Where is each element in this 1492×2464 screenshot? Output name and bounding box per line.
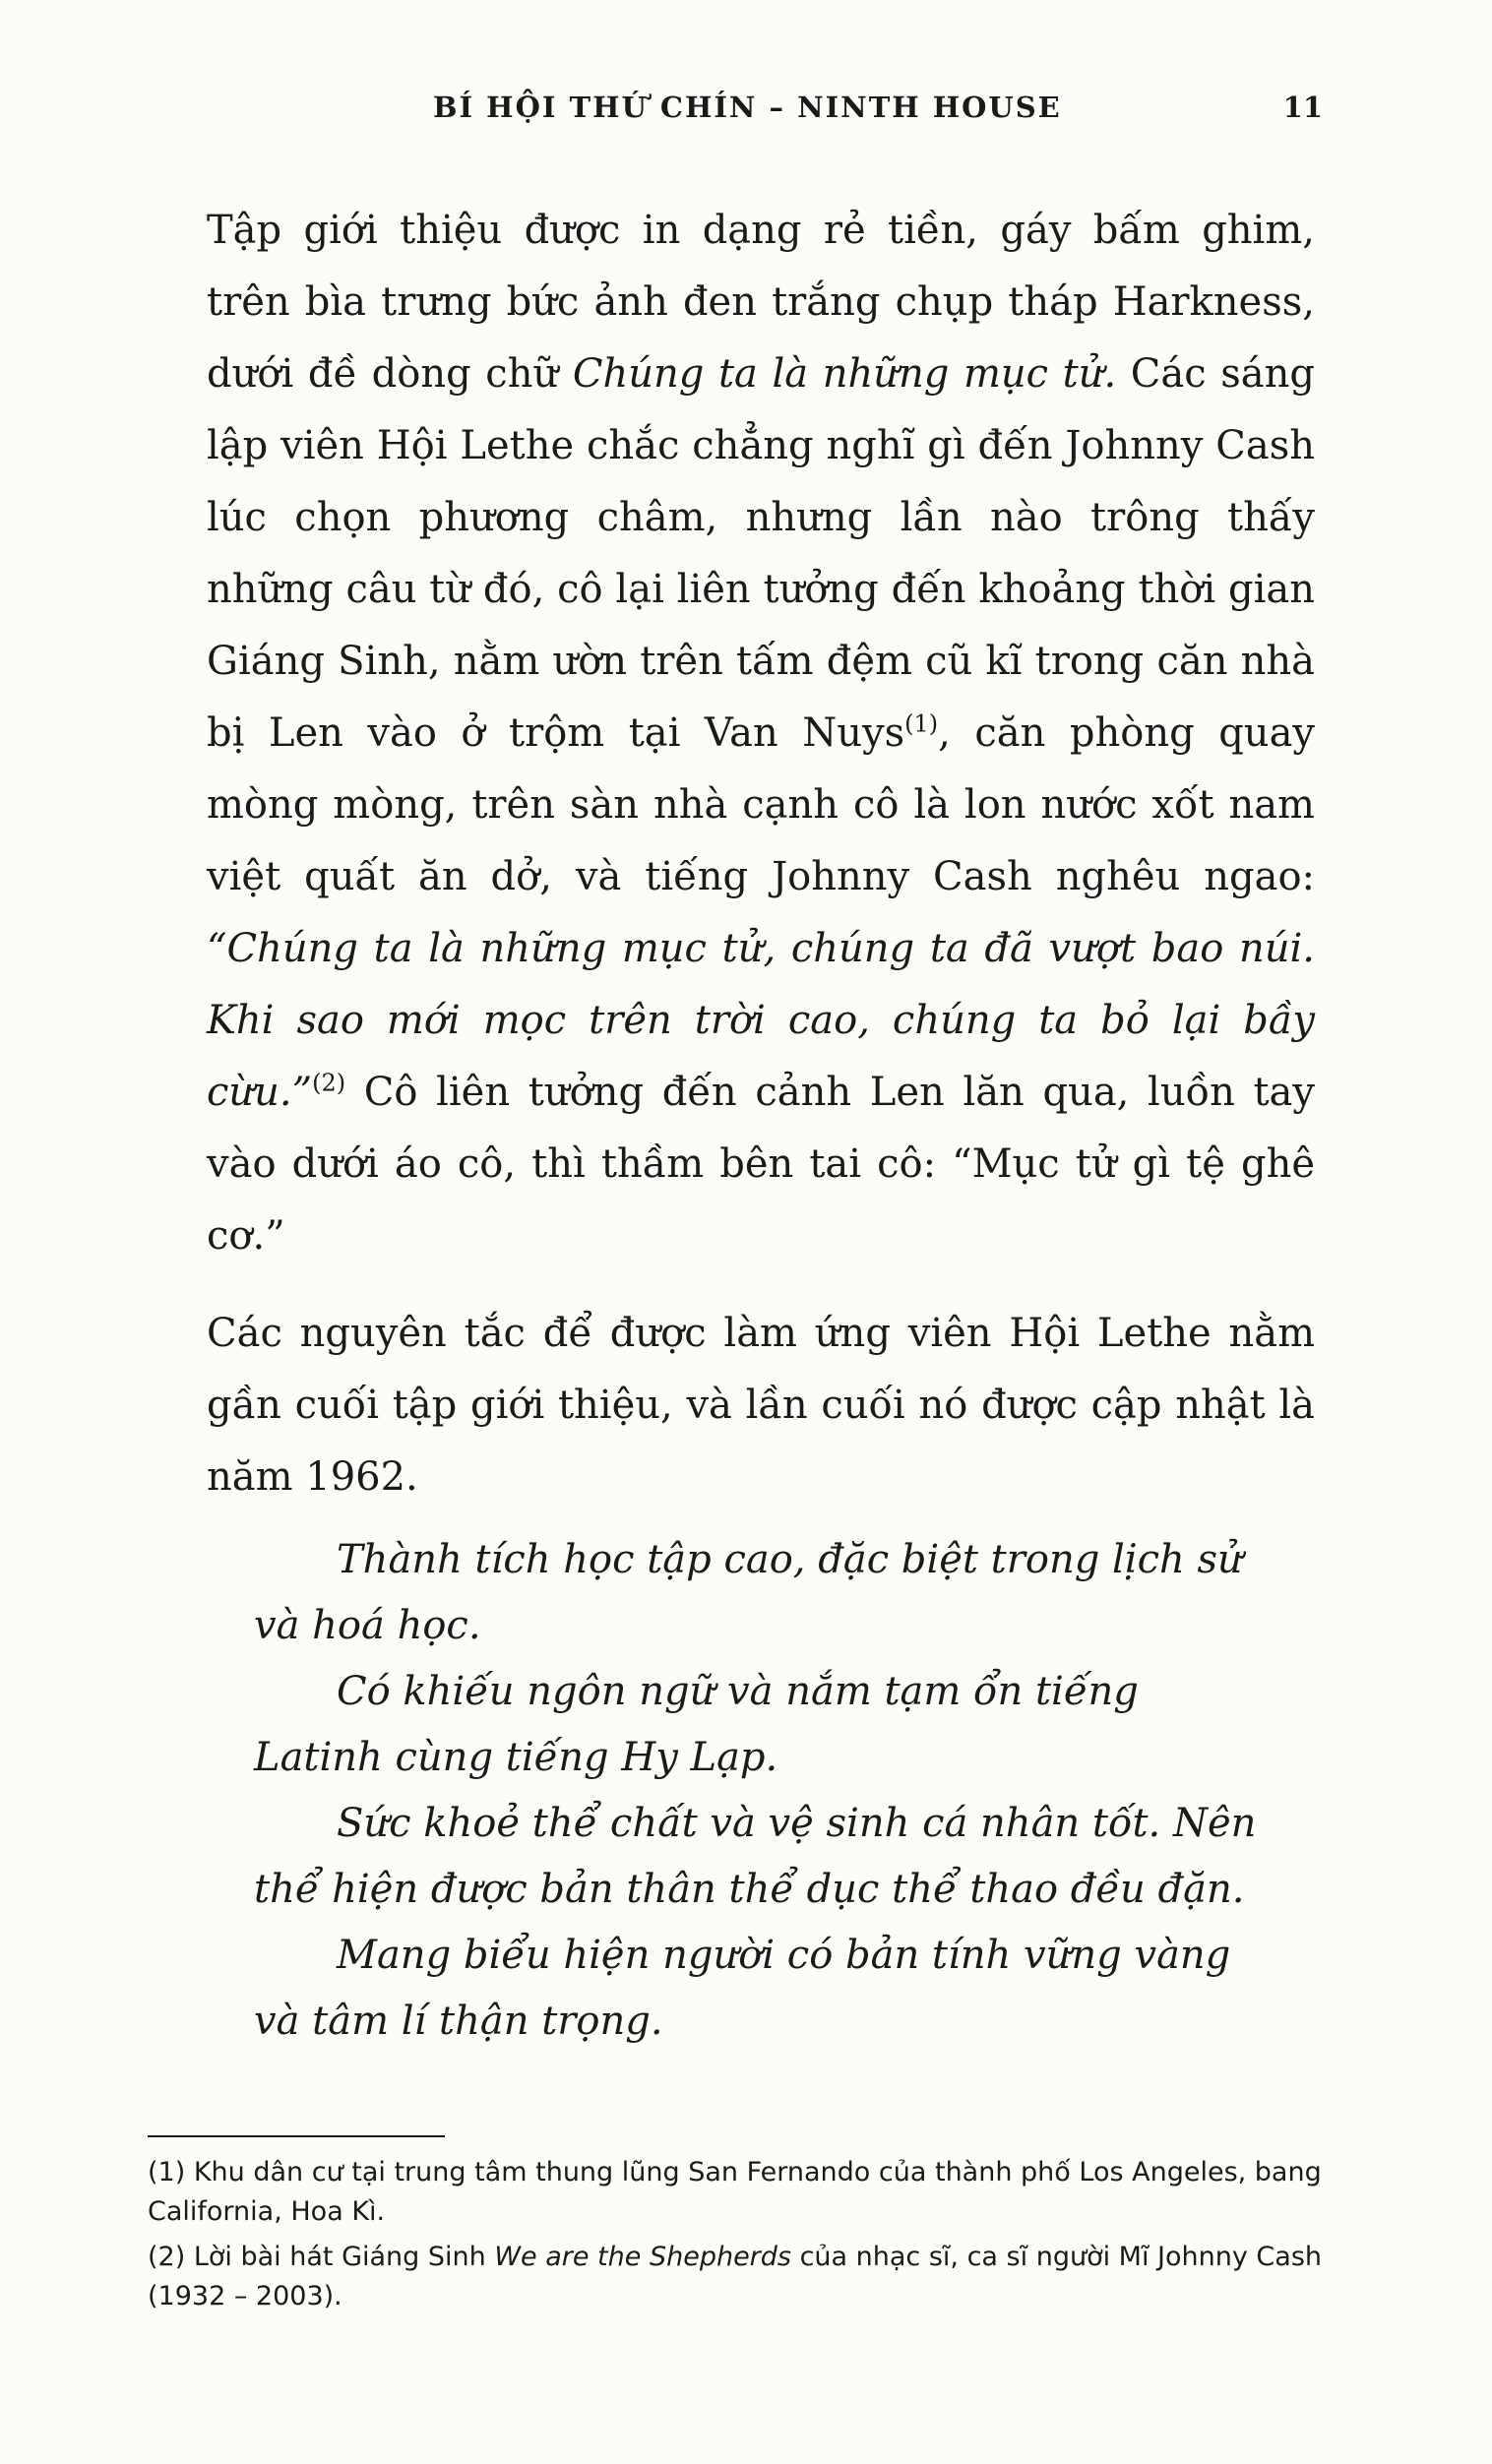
criteria-cont: và hoá học. <box>254 1603 481 1648</box>
footnote-ref-1: (1) <box>904 709 939 738</box>
criteria-cont: thể hiện được bản thân thể dục thể thao đều đặn. <box>254 1867 1245 1912</box>
criteria-item <box>254 1791 1258 1923</box>
criteria-item <box>254 1923 1258 2055</box>
criteria-list <box>254 1527 1258 2055</box>
footnote-1: (1) Khu dân cư tại trung tâm thung lũng San Fernando của thành phố Los Angeles, bang California, Hoa Kì. <box>148 2157 1322 2227</box>
intro-text-d: Cô liên tưởng đến cảnh Len lăn qua, luồn tay vào dưới áo cô, thì thầm bên tai cô: “Mục tử gì tệ ghê cơ.” <box>207 1070 1315 1259</box>
body-text <box>207 195 1315 1513</box>
criteria-lead: Sức khoẻ thể chất và vệ sinh cá nhân tốt. Nên <box>337 1801 1257 1846</box>
criteria-lead: Mang biểu hiện người có bản tính vững vàng <box>337 1933 1231 1978</box>
lyric-text: “Chúng ta là những mục tử, chúng ta đã vượt bao núi. Khi sao mới mọc trên trời cao, chúng ta bỏ lại bầy cừu.” <box>207 926 1315 1115</box>
paragraph-intro <box>207 195 1315 1272</box>
criteria-lead: Có khiếu ngôn ngữ và nắm tạm ổn tiếng <box>337 1669 1139 1714</box>
criteria-item <box>254 1527 1258 1659</box>
intro-text-c: , căn phòng quay mòng mòng, trên sàn nhà cạnh cô là lon nước xốt nam việt quất ăn dở, và tiếng Johnny Cash nghêu ngao: <box>207 710 1316 899</box>
criteria-lead: Thành tích học tập cao, đặc biệt trong lịch sử <box>337 1537 1243 1582</box>
running-title: BÍ HỘI THỨ CHÍN – NINTH HOUSE <box>433 91 1062 124</box>
footnotes <box>148 2153 1329 2322</box>
footnote-divider <box>148 2135 445 2137</box>
criteria-cont: và tâm lí thận trọng. <box>254 1999 663 2044</box>
song-title: We are the Shepherds <box>494 2242 791 2272</box>
footnote-2-text-a: (2) Lời bài hát Giáng Sinh <box>148 2242 495 2272</box>
footnote-2 <box>148 2238 1329 2316</box>
footnote-2-text-b: của nhạc sĩ, ca sĩ người Mĩ Johnny Cash (1932 – 2003). <box>148 2242 1323 2311</box>
motto-text: Chúng ta là những mục tử. <box>572 351 1117 397</box>
running-header <box>207 91 1329 134</box>
footnote-ref-2: (2) <box>312 1069 346 1097</box>
intro-text-b: Các sáng lập viên Hội Lethe chắc chẳng nghĩ gì đến Johnny Cash lúc chọn phương châm, nhưng lần nào trông thấy những câu từ đó, cô lại liên tưởng đến khoảng thời gian Giáng Sinh, nằm ườn trên tấm đệm cũ kĩ trong căn nhà bị Len vào ở trộm tại Van Nuys <box>207 351 1316 756</box>
criteria-cont: Latinh cùng tiếng Hy Lạp. <box>254 1735 778 1780</box>
criteria-item <box>254 1659 1258 1791</box>
page-number: 11 <box>1282 91 1323 124</box>
paragraph-rules: Các nguyên tắc để được làm ứng viên Hội Lethe nằm gần cuối tập giới thiệu, và lần cuối nó được cập nhật là năm 1962. <box>207 1311 1315 1500</box>
intro-text-a: Tập giới thiệu được in dạng rẻ tiền, gáy bấm ghim, trên bìa trưng bức ảnh đen trắng chụp tháp Harkness, dưới đề dòng chữ <box>207 208 1315 397</box>
